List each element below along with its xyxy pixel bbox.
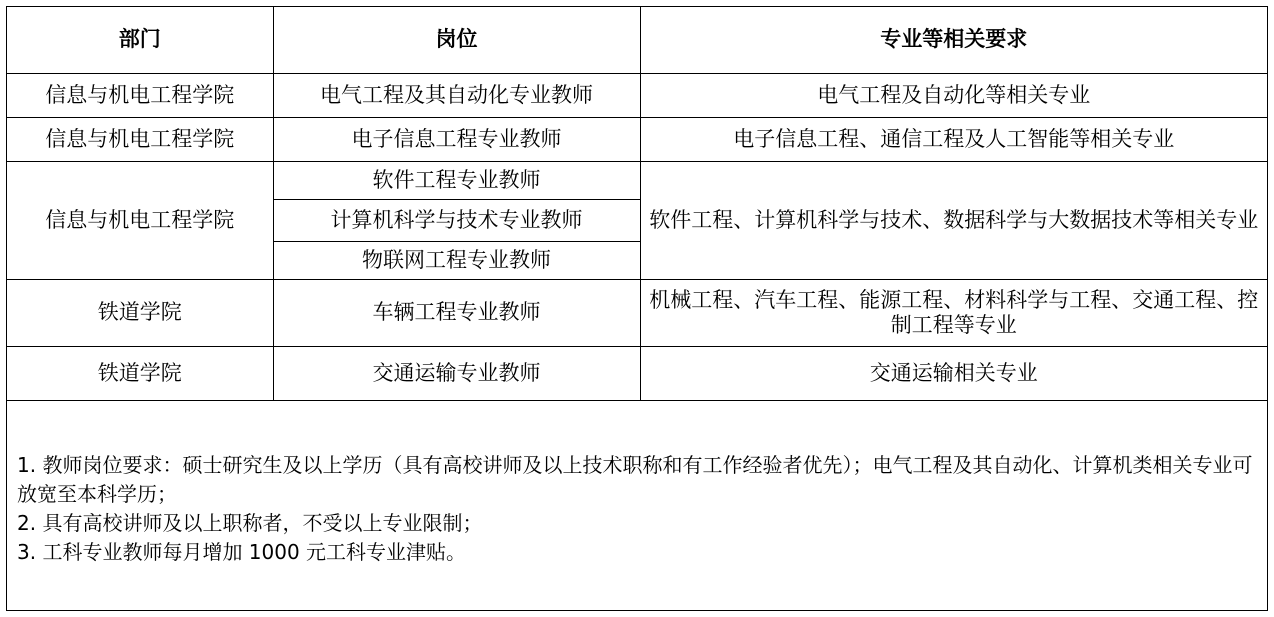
- department-cell: 信息与机电工程学院: [7, 161, 273, 279]
- position-cell: 车辆工程专业教师: [273, 279, 640, 346]
- requirements-cell: 电气工程及自动化等相关专业: [640, 73, 1267, 117]
- position-cell: 计算机科学与技术专业教师: [273, 199, 640, 241]
- requirements-cell: 交通运输相关专业: [640, 346, 1267, 400]
- requirements-cell: 机械工程、汽车工程、能源工程、材料科学与工程、交通工程、控制工程等专业: [640, 279, 1267, 346]
- department-cell: 铁道学院: [7, 346, 273, 400]
- header-department: 部门: [7, 7, 273, 73]
- position-cell: 电子信息工程专业教师: [273, 117, 640, 161]
- requirements-cell: 电子信息工程、通信工程及人工智能等相关专业: [640, 117, 1267, 161]
- position-cell: 软件工程专业教师: [273, 161, 640, 199]
- table-row: [7, 117, 1267, 161]
- department-cell: 信息与机电工程学院: [7, 117, 273, 161]
- table-row: [7, 73, 1267, 117]
- requirements-document: [6, 6, 1268, 611]
- department-cell: 铁道学院: [7, 279, 273, 346]
- positions-table: [7, 7, 1267, 401]
- table-row: [7, 346, 1267, 400]
- header-position: 岗位: [273, 7, 640, 73]
- note-item: 3. 工科专业教师每月增加 1000 元工科专业津贴。: [17, 540, 467, 564]
- department-cell: 信息与机电工程学院: [7, 73, 273, 117]
- position-cell: 电气工程及其自动化专业教师: [273, 73, 640, 117]
- table-row: [7, 161, 1267, 199]
- note-item: 2. 具有高校讲师及以上职称者，不受以上专业限制；: [17, 511, 483, 535]
- table-header-row: [7, 7, 1267, 73]
- notes-section: [17, 451, 1261, 567]
- table-row: [7, 279, 1267, 346]
- requirements-cell: 软件工程、计算机科学与技术、数据科学与大数据技术等相关专业: [640, 161, 1267, 279]
- header-requirements: 专业等相关要求: [640, 7, 1267, 73]
- position-cell: 物联网工程专业教师: [273, 241, 640, 279]
- note-item: 1. 教师岗位要求：硕士研究生及以上学历（具有高校讲师及以上技术职称和有工作经验者优先）；电气工程及其自动化、计算机类相关专业可放宽至本科学历；: [17, 453, 1253, 506]
- position-cell: 交通运输专业教师: [273, 346, 640, 400]
